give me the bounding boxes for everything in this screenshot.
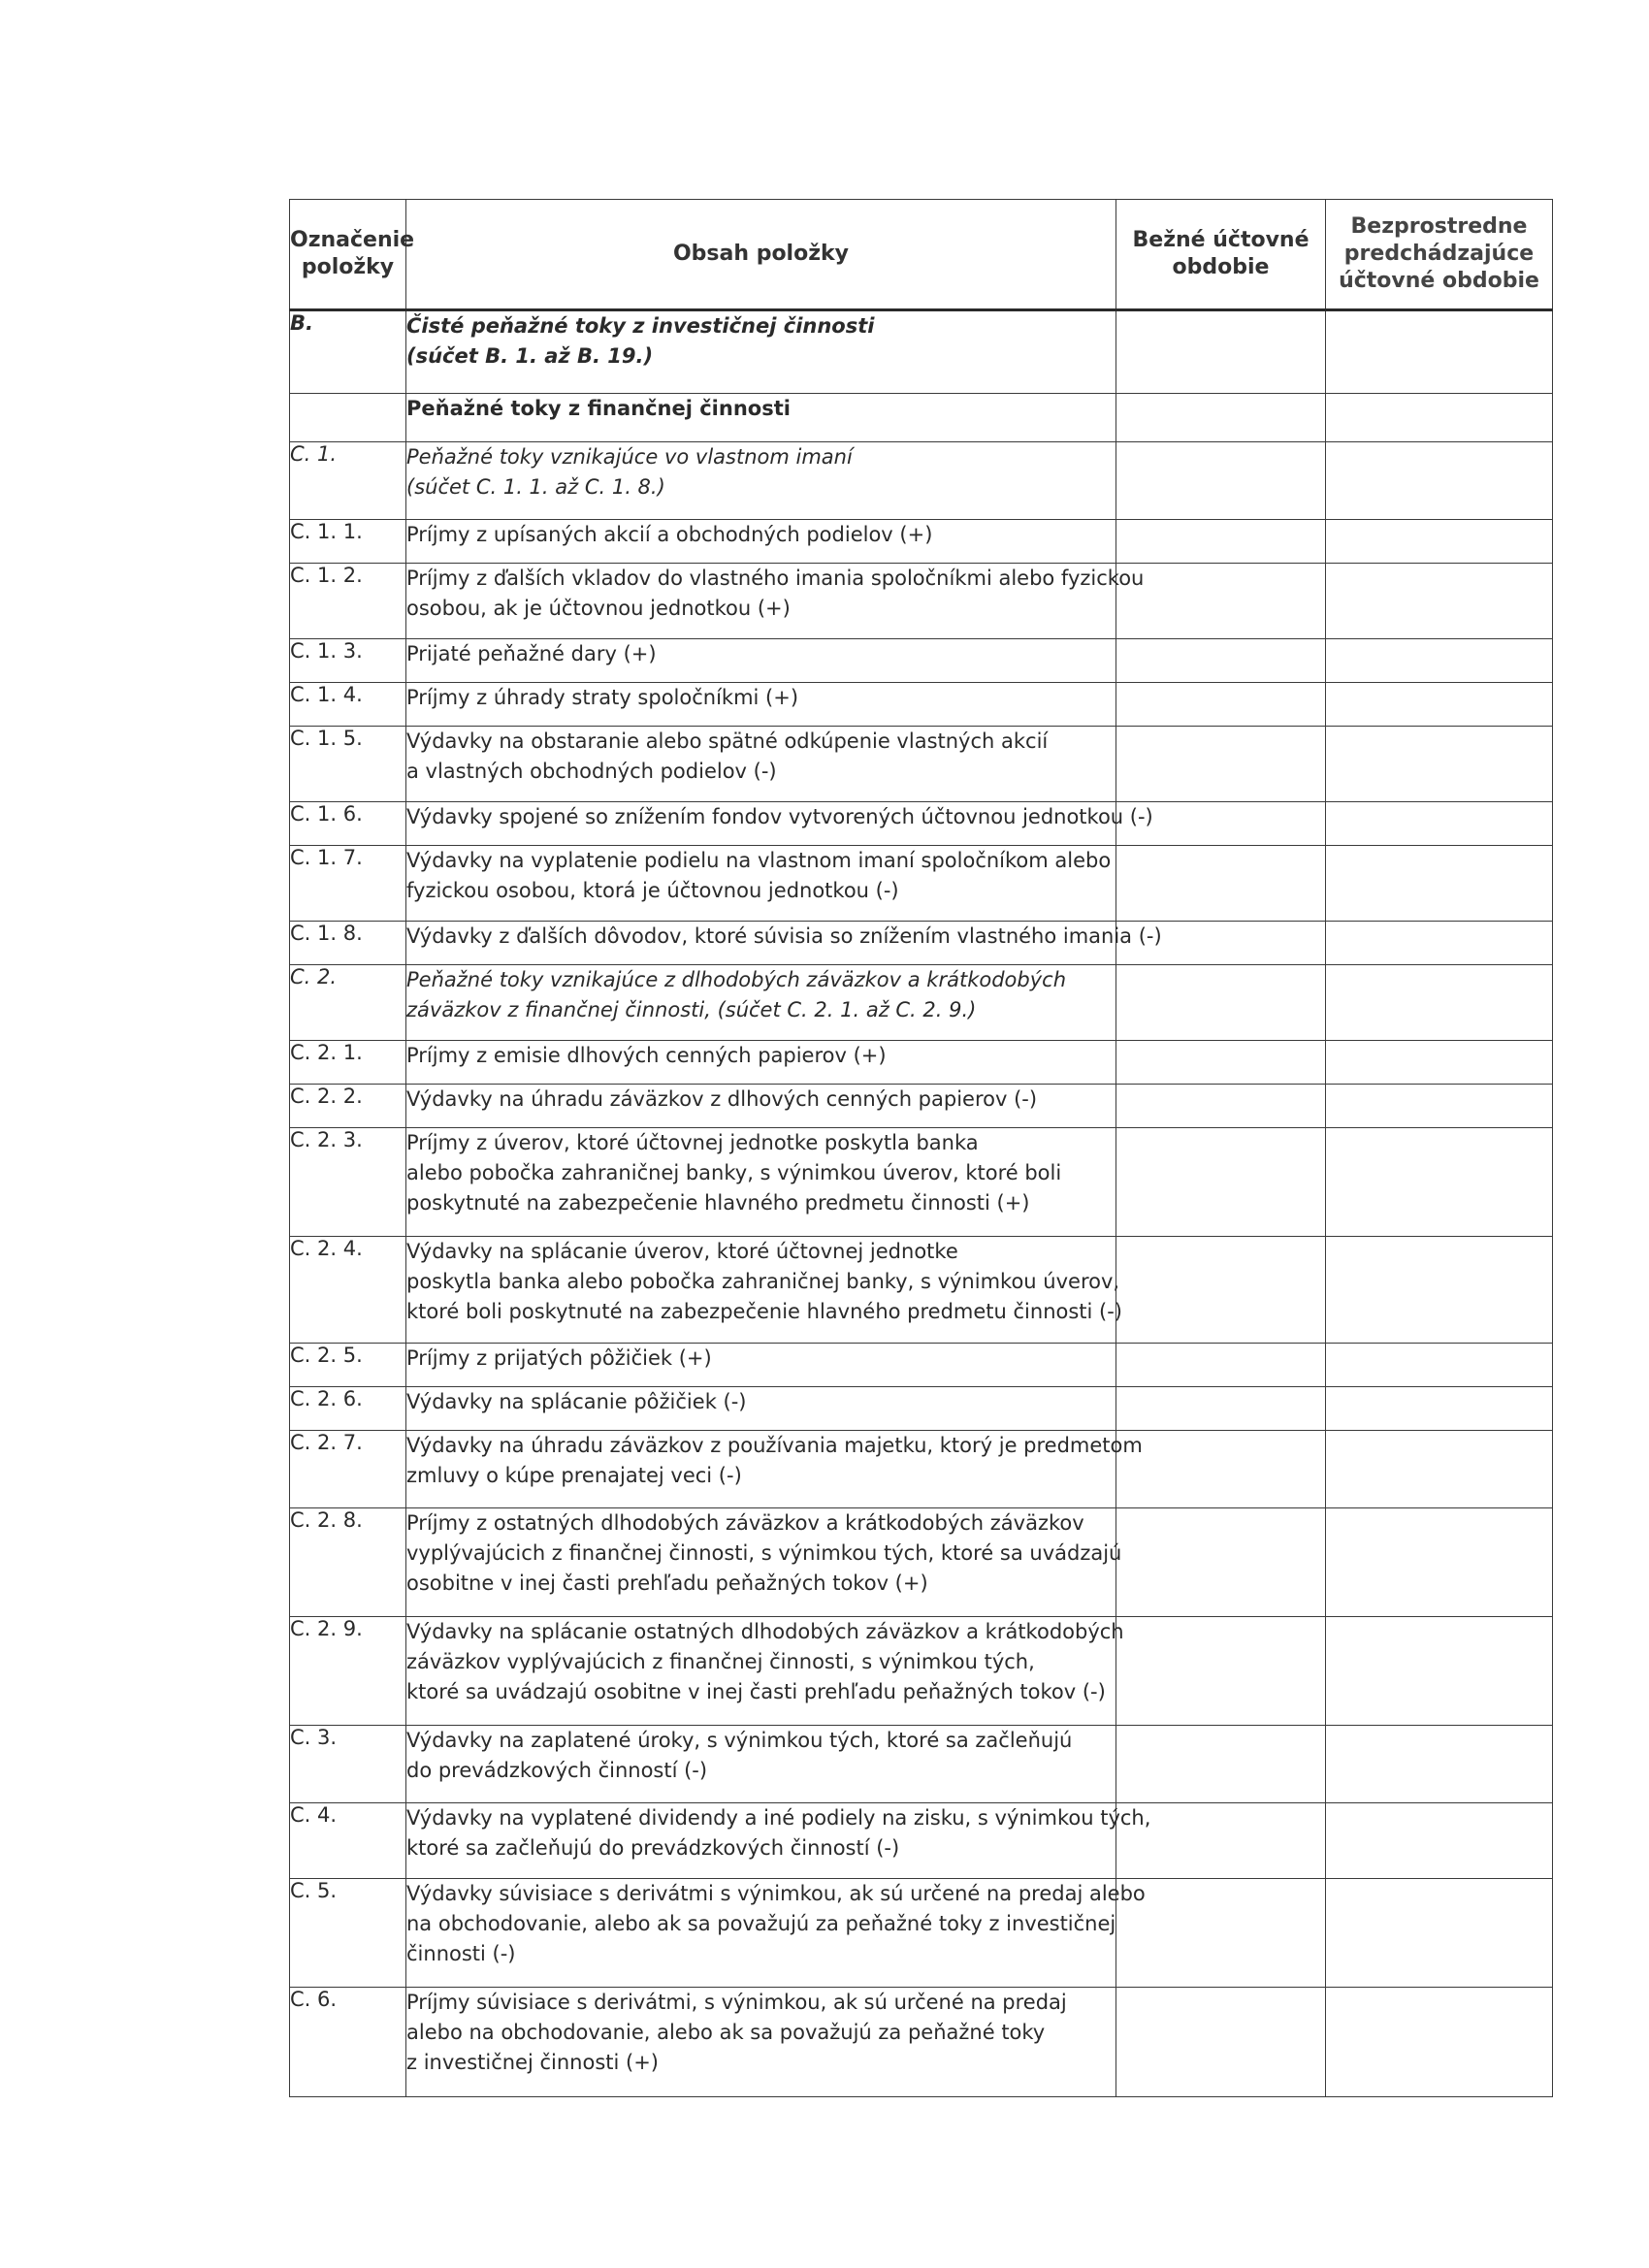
row-content <box>406 1387 1116 1431</box>
current-period-value <box>1116 1879 1326 1988</box>
row-content <box>406 727 1116 802</box>
row-code: C. 1. 7. <box>290 846 406 922</box>
previous-period-value <box>1326 1387 1553 1431</box>
previous-period-value <box>1326 1803 1553 1879</box>
row-content <box>406 639 1116 683</box>
table-row <box>290 520 1553 564</box>
row-code: C. 1. 2. <box>290 564 406 639</box>
row-content <box>406 1128 1116 1237</box>
current-period-value <box>1116 1128 1326 1237</box>
previous-period-value <box>1326 1344 1553 1387</box>
table-row <box>290 727 1553 802</box>
current-period-value <box>1116 442 1326 520</box>
row-content-line: Príjmy z ostatných dlhodobých záväzkov a krátkodobých záväzkov <box>406 1511 1084 1535</box>
table-row <box>290 1431 1553 1508</box>
table-row <box>290 683 1553 727</box>
row-content-line: Príjmy z upísaných akcií a obchodných podielov (+) <box>406 523 933 546</box>
row-content <box>406 922 1162 965</box>
row-content <box>406 1041 1116 1085</box>
row-content <box>406 1988 1116 2097</box>
row-content-line: alebo na obchodovanie, alebo ak sa považujú za peňažné toky <box>406 2021 1046 2044</box>
row-content-line: záväzkov z finančnej činnosti, (súčet C. 2. 1. až C. 2. 9.) <box>406 998 977 1021</box>
row-content-line: Príjmy z ďalších vkladov do vlastného imania spoločníkmi alebo fyzickou <box>406 567 1145 590</box>
previous-period-value <box>1326 442 1553 520</box>
table-row <box>290 922 1553 965</box>
current-period-value <box>1116 1617 1326 1726</box>
table-row <box>290 442 1553 520</box>
row-content <box>406 520 1116 564</box>
row-content-line: Výdavky súvisiace s derivátmi s výnimkou, ak sú určené na predaj alebo <box>406 1882 1146 1905</box>
cash-flow-table <box>289 199 1553 2097</box>
row-content <box>406 802 1153 846</box>
current-period-value <box>1116 310 1326 394</box>
current-period-value <box>1116 1387 1326 1431</box>
previous-period-value <box>1326 520 1553 564</box>
row-content <box>406 1617 1124 1726</box>
row-code: C. 2. 5. <box>290 1344 406 1387</box>
row-content-line: Príjmy z úverov, ktoré účtovnej jednotke poskytla banka <box>406 1131 979 1154</box>
table-row <box>290 846 1553 922</box>
table-row <box>290 639 1553 683</box>
table-row <box>290 1617 1553 1726</box>
table-row <box>290 1128 1553 1237</box>
previous-period-value <box>1326 683 1553 727</box>
row-content-line: Výdavky na obstaranie alebo spätné odkúpenie vlastných akcií <box>406 729 1049 753</box>
row-code: C. 2. 1. <box>290 1041 406 1085</box>
row-content-line: ktoré boli poskytnuté na zabezpečenie hlavného predmetu činnosti (-) <box>406 1300 1122 1323</box>
header-previous-period <box>1326 200 1553 310</box>
previous-period-value <box>1326 922 1553 965</box>
previous-period-value <box>1326 1879 1553 1988</box>
header-current-line: Bežné účtovné <box>1132 228 1310 252</box>
row-content-line: Príjmy z emisie dlhových cenných papierov (+) <box>406 1044 887 1067</box>
table-body <box>290 310 1553 2097</box>
header-content <box>406 200 1116 310</box>
row-code <box>290 394 406 442</box>
row-content <box>406 1879 1146 1988</box>
row-code: C. 4. <box>290 1803 406 1879</box>
table-row <box>290 1041 1553 1085</box>
previous-period-value <box>1326 1988 1553 2097</box>
row-content-line: poskytnuté na zabezpečenie hlavného predmetu činnosti (+) <box>406 1191 1030 1215</box>
header-code-line: Označenie <box>290 228 415 252</box>
row-content-line: Výdavky na splácanie pôžičiek (-) <box>406 1390 747 1413</box>
previous-period-value <box>1326 727 1553 802</box>
header-previous-line: účtovné obdobie <box>1339 269 1539 293</box>
row-content-line: Výdavky na splácanie úverov, ktoré účtovnej jednotke <box>406 1240 958 1263</box>
previous-period-value <box>1326 802 1553 846</box>
row-content-line: zmluvy o kúpe prenajatej veci (-) <box>406 1464 742 1487</box>
current-period-value <box>1116 394 1326 442</box>
row-content-line: z investičnej činnosti (+) <box>406 2051 659 2074</box>
previous-period-value <box>1326 564 1553 639</box>
header-current-period <box>1116 200 1326 310</box>
row-content <box>406 564 1145 639</box>
row-code: C. 1. 1. <box>290 520 406 564</box>
row-content-line: (súčet C. 1. 1. až C. 1. 8.) <box>406 475 665 499</box>
table-row <box>290 310 1553 394</box>
row-content-line: fyzickou osobou, ktorá je účtovnou jednotkou (-) <box>406 879 899 902</box>
previous-period-value <box>1326 846 1553 922</box>
row-code: C. 2. <box>290 965 406 1041</box>
current-period-value <box>1116 1431 1326 1508</box>
row-content <box>406 683 1116 727</box>
row-content <box>406 846 1116 922</box>
row-content-line: a vlastných obchodných podielov (-) <box>406 760 777 783</box>
row-content-line: Prijaté peňažné dary (+) <box>406 642 657 665</box>
table-row <box>290 1387 1553 1431</box>
row-code: C. 1. 6. <box>290 802 406 846</box>
row-content-line: ktoré sa začleňujú do prevádzkových činností (-) <box>406 1836 900 1860</box>
previous-period-value <box>1326 965 1553 1041</box>
row-content-line: Príjmy súvisiace s derivátmi, s výnimkou, ak sú určené na predaj <box>406 1991 1067 2014</box>
row-content <box>406 1344 1116 1387</box>
current-period-value <box>1116 1041 1326 1085</box>
header-previous-line: Bezprostredne <box>1350 214 1528 239</box>
row-code: C. 2. 9. <box>290 1617 406 1726</box>
row-code: C. 6. <box>290 1988 406 2097</box>
current-period-value <box>1116 846 1326 922</box>
row-code: C. 2. 8. <box>290 1508 406 1617</box>
row-content-line: Výdavky na splácanie ostatných dlhodobých záväzkov a krátkodobých <box>406 1620 1124 1643</box>
table-row <box>290 1988 1553 2097</box>
current-period-value <box>1116 965 1326 1041</box>
header-code <box>290 200 415 310</box>
current-period-value <box>1116 727 1326 802</box>
row-content-line: ktoré sa uvádzajú osobitne v inej časti prehľadu peňažných tokov (-) <box>406 1680 1106 1703</box>
table-row <box>290 1085 1553 1128</box>
previous-period-value <box>1326 1508 1553 1617</box>
table-row <box>290 394 1553 442</box>
previous-period-value <box>1326 1085 1553 1128</box>
row-content <box>406 1508 1122 1617</box>
current-period-value <box>1116 1344 1326 1387</box>
previous-period-value <box>1326 1237 1553 1344</box>
current-period-value <box>1116 683 1326 727</box>
row-content-line: Peňažné toky vznikajúce z dlhodobých záväzkov a krátkodobých <box>406 968 1066 991</box>
row-content <box>406 1803 1151 1879</box>
row-content-line: Peňažné toky z finančnej činnosti <box>406 397 791 420</box>
row-code: B. <box>290 310 406 394</box>
current-period-value <box>1116 1988 1326 2097</box>
table-row <box>290 564 1553 639</box>
row-code: C. 2. 7. <box>290 1431 406 1508</box>
table-row <box>290 802 1553 846</box>
row-content-line: Výdavky na úhradu záväzkov z dlhových cenných papierov (-) <box>406 1087 1038 1111</box>
row-code: C. 2. 2. <box>290 1085 406 1128</box>
table-row <box>290 1344 1553 1387</box>
current-period-value <box>1116 520 1326 564</box>
row-content <box>406 310 1116 394</box>
row-code: C. 1. 5. <box>290 727 406 802</box>
current-period-value <box>1116 1508 1326 1617</box>
row-content-line: Príjmy z úhrady straty spoločníkmi (+) <box>406 686 799 709</box>
row-content-line: Peňažné toky vznikajúce vo vlastnom imaní <box>406 445 853 469</box>
row-code: C. 3. <box>290 1726 406 1803</box>
previous-period-value <box>1326 1041 1553 1085</box>
table-row <box>290 1508 1553 1617</box>
row-content-line: Výdavky na úhradu záväzkov z používania majetku, ktorý je predmetom <box>406 1434 1143 1457</box>
header-current-line: obdobie <box>1172 255 1270 279</box>
row-content-line: alebo pobočka zahraničnej banky, s výnimkou úverov, ktoré boli <box>406 1161 1062 1184</box>
previous-period-value <box>1326 1617 1553 1726</box>
table-header-row <box>290 200 1553 310</box>
table-row <box>290 965 1553 1041</box>
row-content <box>406 442 1116 520</box>
previous-period-value <box>1326 310 1553 394</box>
row-content-line: poskytla banka alebo pobočka zahraničnej banky, s výnimkou úverov, <box>406 1270 1120 1293</box>
previous-period-value <box>1326 1431 1553 1508</box>
row-content <box>406 1726 1116 1803</box>
row-code: C. 1. 4. <box>290 683 406 727</box>
row-code: C. 1. 3. <box>290 639 406 683</box>
row-content <box>406 1237 1122 1344</box>
row-content-line: Výdavky na vyplatenie podielu na vlastnom imaní spoločníkom alebo <box>406 849 1112 872</box>
previous-period-value <box>1326 1128 1553 1237</box>
row-content <box>406 965 1116 1041</box>
row-content-line: vyplývajúcich z finančnej činnosti, s výnimkou tých, ktoré sa uvádzajú <box>406 1541 1122 1565</box>
row-content-line: Výdavky na zaplatené úroky, s výnimkou tých, ktoré sa začleňujú <box>406 1729 1073 1752</box>
row-code: C. 1. <box>290 442 406 520</box>
table-row <box>290 1803 1553 1879</box>
row-content-line: (súčet B. 1. až B. 19.) <box>406 344 654 368</box>
previous-period-value <box>1326 639 1553 683</box>
row-content-line: Výdavky z ďalších dôvodov, ktoré súvisia so znížením vlastného imania (-) <box>406 924 1162 948</box>
current-period-value <box>1116 1085 1326 1128</box>
row-content <box>406 394 1116 442</box>
row-content-line: činnosti (-) <box>406 1942 516 1965</box>
row-content-line: záväzkov vyplývajúcich z finančnej činnosti, s výnimkou tých, <box>406 1650 1035 1673</box>
table-row <box>290 1237 1553 1344</box>
row-content-line: Výdavky na vyplatené dividendy a iné podiely na zisku, s výnimkou tých, <box>406 1806 1151 1830</box>
row-code: C. 2. 4. <box>290 1237 406 1344</box>
current-period-value <box>1116 639 1326 683</box>
header-code-line: položky <box>301 255 395 279</box>
previous-period-value <box>1326 394 1553 442</box>
header-content-label: Obsah položky <box>672 242 849 266</box>
row-code: C. 2. 6. <box>290 1387 406 1431</box>
previous-period-value <box>1326 1726 1553 1803</box>
row-content <box>406 1085 1116 1128</box>
row-code: C. 1. 8. <box>290 922 406 965</box>
current-period-value <box>1116 564 1326 639</box>
row-code: C. 2. 3. <box>290 1128 406 1237</box>
row-content-line: osobitne v inej časti prehľadu peňažných tokov (+) <box>406 1571 928 1595</box>
current-period-value <box>1116 1237 1326 1344</box>
current-period-value <box>1116 1726 1326 1803</box>
table-row <box>290 1879 1553 1988</box>
header-previous-line: predchádzajúce <box>1343 242 1535 266</box>
row-code: C. 5. <box>290 1879 406 1988</box>
row-content-line: Príjmy z prijatých pôžičiek (+) <box>406 1346 712 1370</box>
row-content-line: na obchodovanie, alebo ak sa považujú za peňažné toky z investičnej <box>406 1912 1116 1935</box>
row-content-line: Výdavky spojené so znížením fondov vytvorených účtovnou jednotkou (-) <box>406 805 1153 828</box>
row-content-line: osobou, ak je účtovnou jednotkou (+) <box>406 597 791 620</box>
row-content-line: Čisté peňažné toky z investičnej činnosti <box>406 314 875 338</box>
table-row <box>290 1726 1553 1803</box>
row-content-line: do prevádzkových činností (-) <box>406 1759 708 1782</box>
row-content <box>406 1431 1143 1508</box>
